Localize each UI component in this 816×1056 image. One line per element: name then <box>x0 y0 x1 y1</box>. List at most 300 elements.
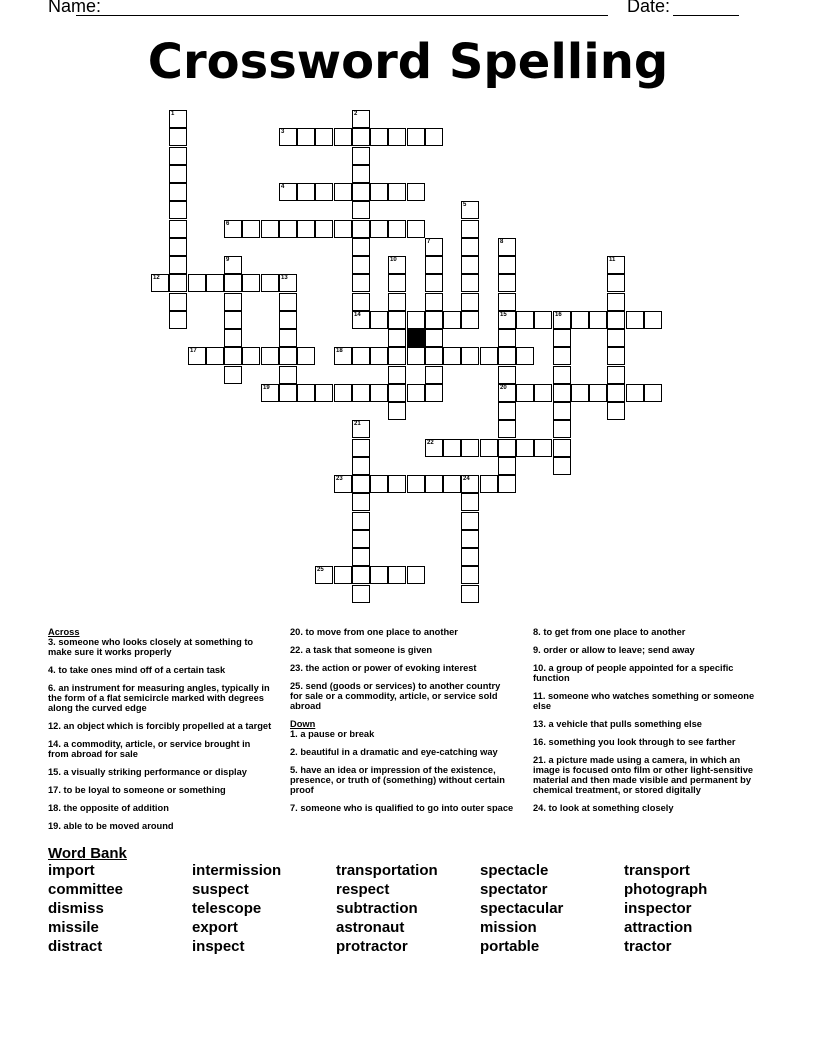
clue-text: to move from one place to another <box>302 627 458 637</box>
word-bank-item: mission <box>480 919 537 936</box>
word-bank-item: spectacle <box>480 862 549 879</box>
word-bank-item: spectator <box>480 881 548 898</box>
clue <box>48 637 273 657</box>
clue-text: someone who watches something or someone else <box>533 691 755 711</box>
clue-number: 10. <box>533 663 546 673</box>
clue-number: 20. <box>290 627 303 637</box>
grid-cell[interactable] <box>334 220 352 238</box>
clue-number: 10 <box>390 257 397 263</box>
grid-cell[interactable] <box>425 311 443 329</box>
grid-cell[interactable] <box>443 475 461 493</box>
word-bank-item: transport <box>624 862 690 879</box>
clue <box>290 747 515 757</box>
grid-cell[interactable] <box>388 256 406 274</box>
grid-cell[interactable] <box>498 329 516 347</box>
grid-cell[interactable] <box>461 566 479 584</box>
clue-number: 5 <box>463 202 467 208</box>
grid-cell[interactable] <box>480 347 498 365</box>
clue-number: 6. <box>48 683 56 693</box>
grid-cell[interactable] <box>352 128 370 146</box>
grid-cell[interactable] <box>607 402 625 420</box>
grid-cell[interactable] <box>169 165 187 183</box>
clue <box>290 645 515 655</box>
grid-cell[interactable] <box>516 311 534 329</box>
grid-cell[interactable] <box>370 384 388 402</box>
clue-number: 1 <box>171 111 175 117</box>
word-bank-title: Word Bank <box>48 845 127 862</box>
clue-text: a pause or break <box>297 729 375 739</box>
grid-cell[interactable] <box>498 347 516 365</box>
grid-cell[interactable] <box>626 311 644 329</box>
word-bank-item: distract <box>48 938 103 955</box>
grid-cell[interactable] <box>388 183 406 201</box>
grid-cell[interactable] <box>461 548 479 566</box>
grid-cell[interactable] <box>279 347 297 365</box>
grid-cell[interactable] <box>352 110 370 128</box>
clue-number: 17. <box>48 785 61 795</box>
grid-cell[interactable] <box>498 274 516 292</box>
clue-number: 1. <box>290 729 298 739</box>
clue <box>48 721 273 731</box>
grid-cell[interactable] <box>334 183 352 201</box>
grid-cell[interactable] <box>261 274 279 292</box>
grid-cell[interactable] <box>334 566 352 584</box>
grid-cell[interactable] <box>425 347 443 365</box>
grid-cell[interactable] <box>498 256 516 274</box>
grid-cell[interactable] <box>407 128 425 146</box>
grid-cell[interactable] <box>461 311 479 329</box>
black-cell <box>407 329 425 347</box>
grid-cell[interactable] <box>425 439 443 457</box>
grid-cell[interactable] <box>279 366 297 384</box>
clue <box>48 767 273 777</box>
word-bank-item: intermission <box>192 862 282 879</box>
grid-cell[interactable] <box>461 274 479 292</box>
grid-cell[interactable] <box>461 475 479 493</box>
grid-cell[interactable] <box>425 128 443 146</box>
word-bank-item: transportation <box>336 862 438 879</box>
grid-cell[interactable] <box>352 201 370 219</box>
grid-cell[interactable] <box>498 475 516 493</box>
clue <box>533 627 761 637</box>
grid-cell[interactable] <box>498 402 516 420</box>
grid-cell[interactable] <box>352 566 370 584</box>
grid-cell[interactable] <box>224 347 242 365</box>
clue-number: 17 <box>190 348 197 354</box>
grid-cell[interactable] <box>242 220 260 238</box>
grid-cell[interactable] <box>461 201 479 219</box>
clue-number: 20 <box>500 385 507 391</box>
grid-cell[interactable] <box>370 220 388 238</box>
clue-text: someone who is qualified to go into outer space <box>297 803 514 813</box>
grid-cell[interactable] <box>224 274 242 292</box>
grid-cell[interactable] <box>461 530 479 548</box>
clue-text: able to be moved around <box>60 821 174 831</box>
grid-cell[interactable] <box>188 274 206 292</box>
grid-cell[interactable] <box>425 329 443 347</box>
grid-cell[interactable] <box>553 311 571 329</box>
grid-cell[interactable] <box>279 220 297 238</box>
grid-cell[interactable] <box>553 420 571 438</box>
word-bank-item: subtraction <box>336 900 418 917</box>
grid-cell[interactable] <box>279 183 297 201</box>
clue-text: a group of people appointed for a specific function <box>533 663 734 683</box>
grid-cell[interactable] <box>315 220 333 238</box>
grid-cell[interactable] <box>461 293 479 311</box>
grid-cell[interactable] <box>206 274 224 292</box>
grid-cell[interactable] <box>169 293 187 311</box>
grid-cell[interactable] <box>425 366 443 384</box>
grid-cell[interactable] <box>169 238 187 256</box>
clue-number: 24. <box>533 803 546 813</box>
grid-cell[interactable] <box>498 238 516 256</box>
grid-cell[interactable] <box>188 347 206 365</box>
grid-cell[interactable] <box>443 439 461 457</box>
grid-cell[interactable] <box>607 256 625 274</box>
grid-cell[interactable] <box>261 220 279 238</box>
grid-cell[interactable] <box>607 274 625 292</box>
grid-cell[interactable] <box>553 402 571 420</box>
grid-cell[interactable] <box>352 493 370 511</box>
grid-cell[interactable] <box>315 384 333 402</box>
clue-number: 7. <box>290 803 298 813</box>
grid-cell[interactable] <box>352 384 370 402</box>
clue-text: a commodity, article, or service brought in from abroad for sale <box>48 739 251 759</box>
grid-cell[interactable] <box>498 457 516 475</box>
grid-cell[interactable] <box>169 274 187 292</box>
grid-cell[interactable] <box>352 274 370 292</box>
grid-cell[interactable] <box>534 311 552 329</box>
grid-cell[interactable] <box>388 311 406 329</box>
clue <box>290 729 515 739</box>
grid-cell[interactable] <box>461 585 479 603</box>
grid-cell[interactable] <box>370 475 388 493</box>
grid-cell[interactable] <box>443 311 461 329</box>
grid-cell[interactable] <box>388 384 406 402</box>
word-bank-item: photograph <box>624 881 708 898</box>
grid-cell[interactable] <box>425 238 443 256</box>
grid-cell[interactable] <box>388 347 406 365</box>
page-title: Crossword Spelling <box>147 34 669 90</box>
clue-number: 11. <box>533 691 546 701</box>
grid-cell[interactable] <box>352 347 370 365</box>
grid-cell[interactable] <box>480 439 498 457</box>
grid-cell[interactable] <box>169 256 187 274</box>
clue <box>533 755 761 795</box>
grid-cell[interactable] <box>553 347 571 365</box>
clues-column-2 <box>290 627 515 821</box>
grid-cell[interactable] <box>370 566 388 584</box>
word-bank-item: portable <box>480 938 540 955</box>
grid-cell[interactable] <box>589 311 607 329</box>
grid-cell[interactable] <box>151 274 169 292</box>
grid-cell[interactable] <box>352 238 370 256</box>
grid-cell[interactable] <box>352 457 370 475</box>
word-bank-item: respect <box>336 881 390 898</box>
grid-cell[interactable] <box>279 128 297 146</box>
clue <box>48 683 273 713</box>
grid-cell[interactable] <box>443 347 461 365</box>
clue-number: 23 <box>336 476 343 482</box>
clue-number: 25. <box>290 681 303 691</box>
grid-cell[interactable] <box>607 366 625 384</box>
grid-cell[interactable] <box>279 329 297 347</box>
word-bank-item: import <box>48 862 95 879</box>
clue <box>290 681 515 711</box>
clue-number: 18. <box>48 803 61 813</box>
clue-number: 19 <box>263 385 270 391</box>
clue-number: 15 <box>500 312 507 318</box>
clue-text: to be loyal to someone or something <box>60 785 226 795</box>
grid-cell[interactable] <box>297 183 315 201</box>
grid-cell[interactable] <box>315 128 333 146</box>
grid-cell[interactable] <box>425 293 443 311</box>
grid-cell[interactable] <box>297 384 315 402</box>
grid-cell[interactable] <box>352 311 370 329</box>
grid-cell[interactable] <box>224 220 242 238</box>
grid-cell[interactable] <box>242 347 260 365</box>
grid-cell[interactable] <box>607 329 625 347</box>
grid-cell[interactable] <box>516 347 534 365</box>
grid-cell[interactable] <box>553 457 571 475</box>
grid-cell[interactable] <box>553 384 571 402</box>
grid-cell[interactable] <box>461 439 479 457</box>
grid-cell[interactable] <box>370 128 388 146</box>
grid-cell[interactable] <box>224 293 242 311</box>
grid-cell[interactable] <box>626 384 644 402</box>
word-bank-item: protractor <box>336 938 408 955</box>
grid-cell[interactable] <box>352 220 370 238</box>
grid-cell[interactable] <box>352 293 370 311</box>
grid-cell[interactable] <box>498 366 516 384</box>
clue-number: 21 <box>354 421 361 427</box>
grid-cell[interactable] <box>607 311 625 329</box>
clue-number: 22 <box>427 440 434 446</box>
grid-cell[interactable] <box>425 475 443 493</box>
grid-cell[interactable] <box>334 347 352 365</box>
word-bank-item: attraction <box>624 919 693 936</box>
grid-cell[interactable] <box>407 475 425 493</box>
clue-text: to take ones mind off of a certain task <box>55 665 226 675</box>
word-bank-item: tractor <box>624 938 672 955</box>
grid-cell[interactable] <box>461 512 479 530</box>
clue-section-title: Across <box>48 627 80 637</box>
word-bank-item: spectacular <box>480 900 564 917</box>
clue-number: 4 <box>281 184 285 190</box>
grid-cell[interactable] <box>407 566 425 584</box>
grid-cell[interactable] <box>498 420 516 438</box>
grid-cell[interactable] <box>607 384 625 402</box>
grid-cell[interactable] <box>407 347 425 365</box>
grid-cell[interactable] <box>425 384 443 402</box>
clue <box>533 803 761 813</box>
grid-cell[interactable] <box>370 311 388 329</box>
clue-text: send (goods or services) to another country for sale or a commodity, article, or service sold abroad <box>290 681 501 711</box>
grid-cell[interactable] <box>352 147 370 165</box>
clue-text: beautiful in a dramatic and eye-catching way <box>297 747 498 757</box>
grid-cell[interactable] <box>388 566 406 584</box>
grid-cell[interactable] <box>315 183 333 201</box>
clue <box>533 691 761 711</box>
grid-cell[interactable] <box>388 402 406 420</box>
clue-number: 24 <box>463 476 470 482</box>
grid-cell[interactable] <box>169 311 187 329</box>
grid-cell[interactable] <box>352 439 370 457</box>
grid-cell[interactable] <box>480 475 498 493</box>
clue <box>290 803 515 813</box>
grid-cell[interactable] <box>352 548 370 566</box>
clues-column-3 <box>533 627 761 821</box>
clue-number: 23. <box>290 663 303 673</box>
grid-cell[interactable] <box>498 311 516 329</box>
clue-text: a vehicle that pulls something else <box>545 719 702 729</box>
grid-cell[interactable] <box>297 220 315 238</box>
clue-number: 8 <box>500 239 504 245</box>
grid-cell[interactable] <box>461 220 479 238</box>
clue-text: something you look through to see farther <box>545 737 736 747</box>
clue-text: a visually striking performance or display <box>60 767 247 777</box>
grid-cell[interactable] <box>425 256 443 274</box>
grid-cell[interactable] <box>644 384 662 402</box>
clue-number: 6 <box>226 221 230 227</box>
grid-cell[interactable] <box>169 128 187 146</box>
grid-cell[interactable] <box>169 220 187 238</box>
grid-cell[interactable] <box>352 475 370 493</box>
clue-section-title: Down <box>290 719 316 729</box>
grid-cell[interactable] <box>516 384 534 402</box>
grid-cell[interactable] <box>553 439 571 457</box>
grid-cell[interactable] <box>534 384 552 402</box>
grid-cell[interactable] <box>498 384 516 402</box>
grid-cell[interactable] <box>388 274 406 292</box>
word-bank-item: missile <box>48 919 99 936</box>
grid-cell[interactable] <box>279 293 297 311</box>
clue-number: 7 <box>427 239 431 245</box>
grid-cell[interactable] <box>498 439 516 457</box>
clue-number: 9 <box>226 257 230 263</box>
grid-cell[interactable] <box>461 238 479 256</box>
grid-cell[interactable] <box>425 274 443 292</box>
grid-cell[interactable] <box>607 347 625 365</box>
grid-cell[interactable] <box>352 165 370 183</box>
grid-cell[interactable] <box>516 439 534 457</box>
grid-cell[interactable] <box>334 384 352 402</box>
word-bank-item: export <box>192 919 238 936</box>
grid-cell[interactable] <box>261 347 279 365</box>
clues-column-1 <box>48 627 273 839</box>
grid-cell[interactable] <box>407 183 425 201</box>
date-label: Date: <box>627 0 671 16</box>
clue-number: 2. <box>290 747 298 757</box>
grid-cell[interactable] <box>297 347 315 365</box>
grid-cell[interactable] <box>224 256 242 274</box>
grid-cell[interactable] <box>169 201 187 219</box>
grid-cell[interactable] <box>388 329 406 347</box>
grid-cell[interactable] <box>461 347 479 365</box>
grid-cell[interactable] <box>461 493 479 511</box>
grid-cell[interactable] <box>370 183 388 201</box>
grid-cell[interactable] <box>534 439 552 457</box>
grid-cell[interactable] <box>352 420 370 438</box>
grid-cell[interactable] <box>388 475 406 493</box>
grid-cell[interactable] <box>352 530 370 548</box>
grid-cell[interactable] <box>461 256 479 274</box>
grid-cell[interactable] <box>334 475 352 493</box>
grid-cell[interactable] <box>388 128 406 146</box>
grid-cell[interactable] <box>224 366 242 384</box>
grid-cell[interactable] <box>370 347 388 365</box>
clue-number: 14 <box>354 312 361 318</box>
grid-cell[interactable] <box>169 147 187 165</box>
clue <box>48 665 273 675</box>
grid-cell[interactable] <box>297 128 315 146</box>
word-bank-item: astronaut <box>336 919 405 936</box>
clue <box>533 737 761 747</box>
grid-cell[interactable] <box>388 366 406 384</box>
grid-cell[interactable] <box>352 183 370 201</box>
clue-text: to get from one place to another <box>540 627 686 637</box>
grid-cell[interactable] <box>315 566 333 584</box>
clue-text: a task that someone is given <box>302 645 433 655</box>
grid-cell[interactable] <box>553 366 571 384</box>
grid-cell[interactable] <box>644 311 662 329</box>
grid-cell[interactable] <box>279 311 297 329</box>
clue-number: 5. <box>290 765 298 775</box>
grid-cell[interactable] <box>261 384 279 402</box>
grid-cell[interactable] <box>407 311 425 329</box>
word-bank-item: dismiss <box>48 900 104 917</box>
grid-cell[interactable] <box>388 220 406 238</box>
word-bank-item: suspect <box>192 881 249 898</box>
grid-cell[interactable] <box>206 347 224 365</box>
grid-cell[interactable] <box>607 293 625 311</box>
grid-cell[interactable] <box>169 110 187 128</box>
grid-cell[interactable] <box>498 293 516 311</box>
word-bank-item: committee <box>48 881 124 898</box>
grid-cell[interactable] <box>571 311 589 329</box>
clue-number: 3. <box>48 637 56 647</box>
grid-cell[interactable] <box>224 311 242 329</box>
clue-text: the opposite of addition <box>60 803 169 813</box>
clue <box>533 663 761 683</box>
name-label: Name: <box>48 0 102 16</box>
grid-cell[interactable] <box>279 274 297 292</box>
grid-cell[interactable] <box>242 274 260 292</box>
clue-text: someone who looks closely at something to make sure it works properly <box>48 637 254 657</box>
grid-cell[interactable] <box>407 384 425 402</box>
clue-number: 25 <box>317 567 324 573</box>
grid-cell[interactable] <box>224 329 242 347</box>
grid-cell[interactable] <box>388 293 406 311</box>
grid-cell[interactable] <box>352 585 370 603</box>
clue-number: 8. <box>533 627 541 637</box>
grid-cell[interactable] <box>352 256 370 274</box>
grid-cell[interactable] <box>589 384 607 402</box>
clue-number: 13 <box>281 275 288 281</box>
grid-cell[interactable] <box>352 512 370 530</box>
grid-cell[interactable] <box>169 183 187 201</box>
clue-number: 3 <box>281 129 285 135</box>
grid-cell[interactable] <box>279 384 297 402</box>
grid-cell[interactable] <box>334 128 352 146</box>
grid-cell[interactable] <box>407 220 425 238</box>
grid-cell[interactable] <box>571 384 589 402</box>
clue-number: 14. <box>48 739 61 749</box>
clue-text: have an idea or impression of the existence, presence, or truth of (something) without certain proof <box>290 765 505 795</box>
clue <box>290 627 515 637</box>
grid-cell[interactable] <box>553 329 571 347</box>
clue-number: 18 <box>336 348 343 354</box>
